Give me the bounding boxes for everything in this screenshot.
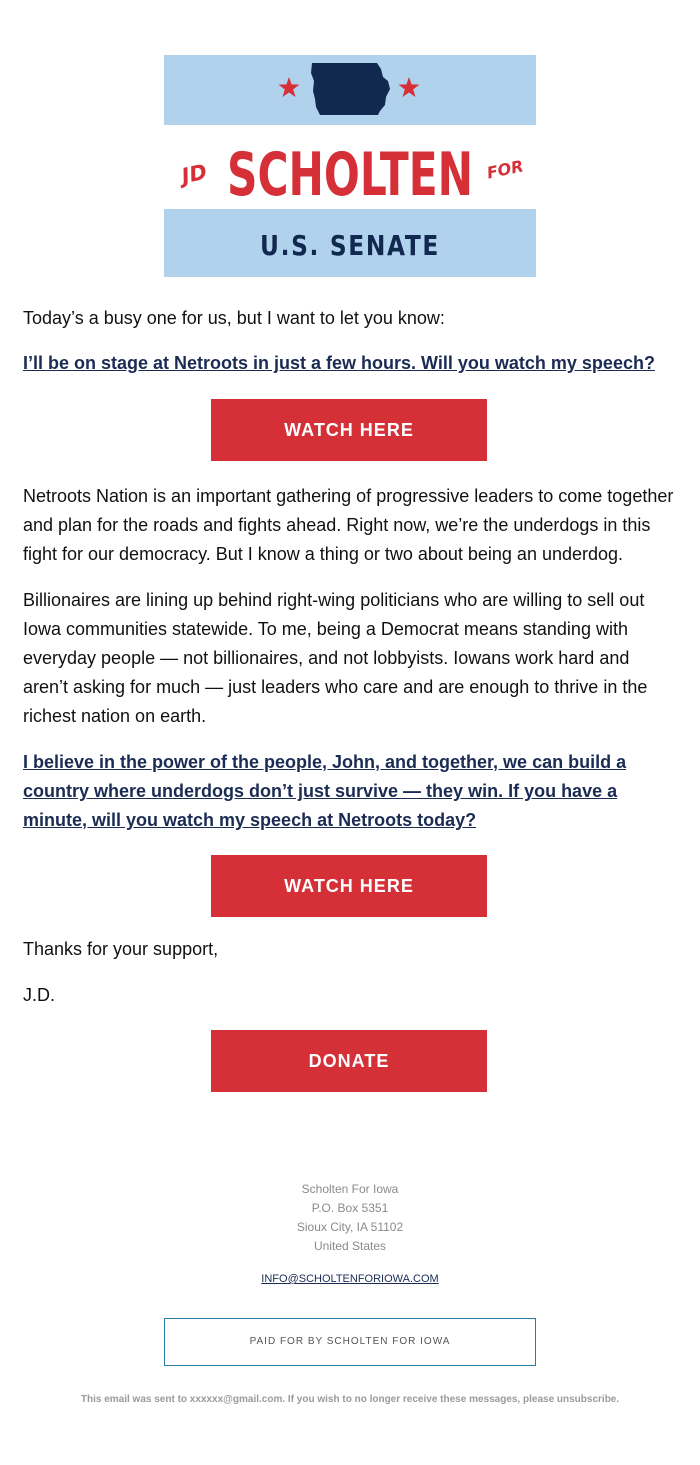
footer-org: Scholten For Iowa	[301, 1182, 399, 1196]
donate-button-wrap	[23, 1030, 678, 1092]
watch-here-button[interactable]: WATCH HERE	[211, 399, 487, 461]
logo-candidate-name: SCHOLTEN	[227, 140, 473, 210]
donate-button[interactable]: DONATE	[211, 1030, 487, 1092]
logo-jd-prefix: JD	[179, 159, 210, 189]
logo-office: U.S. SENATE	[260, 229, 440, 262]
billionaires-paragraph: Billionaires are lining up behind right-wing politicians who are willing to sell out Iowa communities statewide. To me, being a Democrat means standing with everyday people — not billionaires, and not lobbyists. Iowans work hard and aren’t asking for much — just leaders who care and are enough to thrive in the richest nation on earth.	[23, 590, 648, 726]
watch-here-button-2[interactable]: WATCH HERE	[211, 855, 487, 917]
footer-country: United States	[313, 1239, 387, 1253]
footer-email-link[interactable]: INFO@SCHOLTENFORIOWA.COM	[261, 1273, 439, 1285]
unsubscribe-notice[interactable]: This email was sent to xxxxxx@gmail.com. If you wish to no longer receive these messages, please unsubscribe.	[80, 1394, 620, 1405]
closing-text: Thanks for your support,	[23, 939, 219, 959]
email-body	[23, 304, 678, 1092]
watch-speech-link[interactable]: I’ll be on stage at Netroots in just a few hours. Will you watch my speech?	[23, 353, 655, 373]
watch-button-wrap-2	[23, 855, 678, 917]
footer-address	[0, 1180, 700, 1289]
watch-button-wrap-1	[23, 399, 678, 461]
campaign-logo	[164, 55, 536, 277]
paid-for-disclaimer: PAID FOR BY SCHOLTEN FOR IOWA	[164, 1318, 536, 1366]
footer-city: Sioux City, IA 51102	[296, 1220, 404, 1234]
logo-for-label: FOR	[485, 156, 526, 183]
intro-text: Today’s a busy one for us, but I want to let you know:	[23, 308, 445, 328]
signature: J.D.	[23, 985, 56, 1005]
power-of-people-link[interactable]: I believe in the power of the people, John, and together, we can build a country where underdogs don’t just survive — they win. If you have a minute, will you watch my speech at Netroots today?	[23, 752, 627, 830]
footer-po-box: P.O. Box 5351	[311, 1201, 389, 1215]
iowa-state-icon	[311, 63, 390, 115]
netroots-paragraph: Netroots Nation is an important gathering of progressive leaders to come together and plan for the roads and fights ahead. Right now, we’re the underdogs in this fight for our democracy. But I know a thing or two about being an underdog.	[23, 486, 674, 564]
